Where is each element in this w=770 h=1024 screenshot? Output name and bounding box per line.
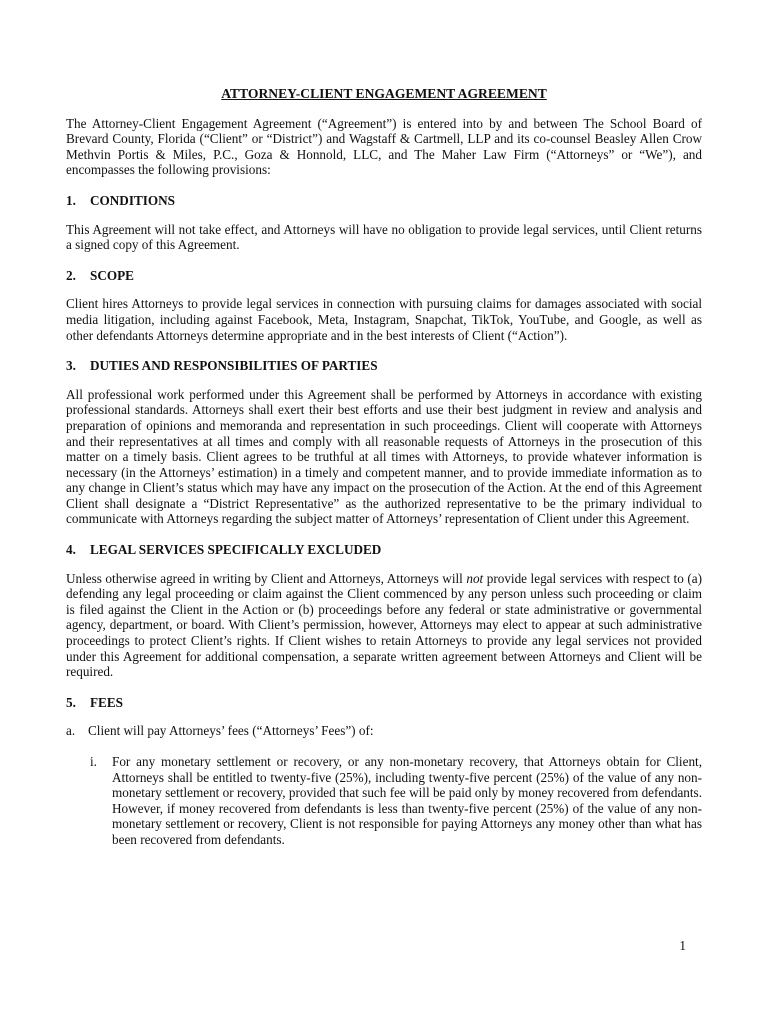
document-title: ATTORNEY-CLIENT ENGAGEMENT AGREEMENT (221, 86, 547, 101)
document-body (66, 86, 702, 848)
section-heading-duties (66, 358, 702, 374)
roman-text: For any monetary settlement or recovery, or any non-monetary recovery, that Attorneys obtain for Client, Attorneys shall be entitled to twenty-five (25%), including twenty-five percent (25%) of the value of any non-monetary settlement or recovery, provided that such fee will be paid only by money recovered from defendants. However, if money recovered from defendants is less than twenty-five percent (25%) of the value of any non-monetary settlement or recovery, Client is not responsible for paying Attorneys any money other than what has been recovered from defendants. (112, 754, 702, 847)
section-title: LEGAL SERVICES SPECIFICALLY EXCLUDED (90, 542, 382, 558)
section-title: CONDITIONS (90, 192, 176, 208)
fees-subitem-a (66, 723, 702, 739)
section-body-conditions: This Agreement will not take effect, and Attorneys will have no obligation to provide legal services, until Client returns a signed copy of this Agreement. (66, 221, 702, 253)
section-number: 3. (66, 358, 76, 374)
section-body-scope: Client hires Attorneys to provide legal services in connection with pursuing claims for damages associated with social media litigation, including against Facebook, Meta, Instagram, Snapchat, TikTok, YouTube, and Google, as well as other defendants Attorneys determine appropriate and in the best interests of Client (“Action”). (66, 296, 702, 343)
section-title: SCOPE (90, 267, 134, 283)
page-number: 1 (679, 938, 686, 953)
subitem-label: a. (66, 723, 76, 739)
excluded-text-start: Unless otherwise agreed in writing by Client and Attorneys, Attorneys will (66, 570, 467, 586)
section-body-duties: All professional work performed under this Agreement shall be performed by Attorneys in accordance with existing professional standards. Attorneys shall exert their best efforts and use their best judgment in review and analysis and preparation of opinions and memoranda and representation in such proceedings. Client will cooperate with Attorneys and their representatives at all times and comply with all reasonable requests of Attorneys in the prosecution of this matter on a timely basis. Client agrees to be truthful at all times with Attorneys, to provide whatever information is necessary (in the Attorneys’ estimation) in a timely and competent manner, and to provide immediate information as to any change in Client’s status which may have any impact on the prosecution of the Action. At the end of this Agreement Client shall designate a “District Representative” as the authorized representative to be the primary individual to communicate with Attorneys regarding the subject matter of Attorneys’ representation of Client under this Agreement. (66, 386, 702, 527)
subitem-text: Client will pay Attorneys’ fees (“Attorneys’ Fees”) of: (88, 723, 374, 739)
section-number: 4. (66, 542, 76, 558)
intro-paragraph: The Attorney-Client Engagement Agreement (“Agreement”) is entered into by and between The School Board of Brevard County, Florida (“Client” or “District”) and Wagstaff & Cartmell, LLP and its co-counsel Beasley Allen Crow Methvin Portis & Miles, P.C., Goza & Honnold, LLC, and The Maher Law Firm (“Attorneys” or “We”), and encompasses the following provisions: (66, 115, 702, 178)
section-body-excluded-services (66, 571, 702, 680)
roman-label: i. (90, 754, 97, 769)
section-heading-fees (66, 695, 702, 711)
section-heading-excluded-services (66, 542, 702, 558)
section-heading-conditions (66, 193, 702, 209)
section-title: FEES (90, 694, 123, 710)
section-number: 5. (66, 694, 76, 710)
emphasis-not: not (466, 570, 484, 586)
fees-roman-item-i (90, 754, 702, 848)
excluded-text-end: provide legal services with respect to (a) defending any legal proceeding or claim against the Client commenced by any person unless such proceeding or claim is filed against the Client in the Action or (b) proceedings before any federal or state administrative or governmental agency, department, or board. With Client’s permission, however, Attorneys may elect to appear at such administrative proceedings to protect Client’s rights. If Client wishes to retain Attorneys to provide any legal services not provided under this Agreement for additional compensation, a separate written agreement between Attorneys and Client will be required. (66, 570, 702, 680)
section-number: 2. (66, 267, 76, 283)
section-title: DUTIES AND RESPONSIBILITIES OF PARTIES (90, 358, 378, 374)
section-number: 1. (66, 192, 76, 208)
section-heading-scope (66, 268, 702, 284)
